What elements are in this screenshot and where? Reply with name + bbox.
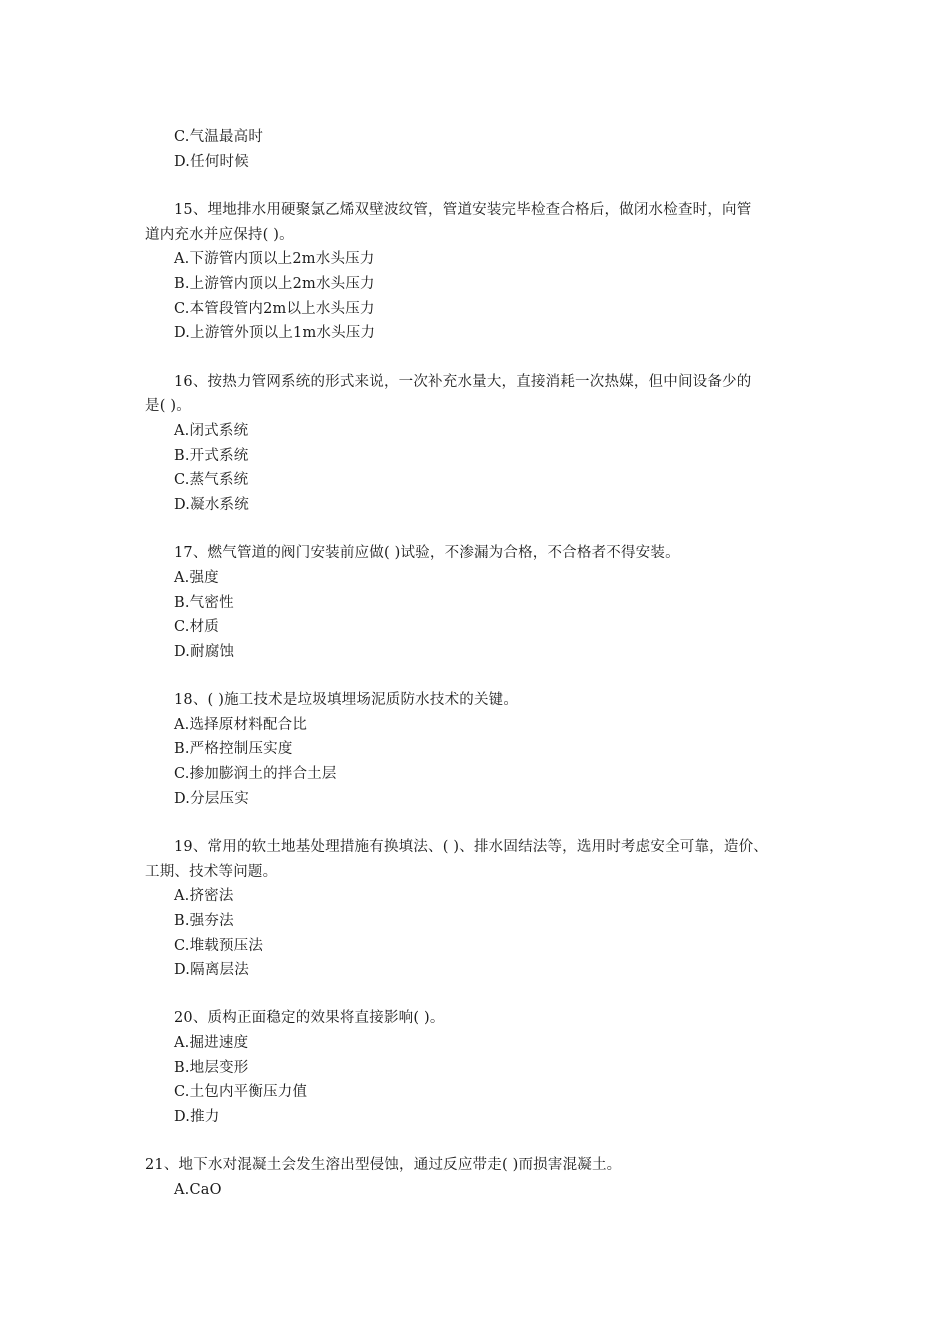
q20-option-d: D.推力: [174, 1109, 220, 1125]
q19-stem-line1: 19、常用的软土地基处理措施有换填法、( )、排水固结法等，选用时考虑安全可靠，造价、: [174, 839, 768, 855]
q17-stem: 17、燃气管道的阀门安装前应做( )试验，不渗漏为合格，不合格者不得安装。: [174, 545, 680, 561]
q18-option-a: A.选择原材料配合比: [174, 717, 308, 733]
q20-option-c: C.土包内平衡压力值: [174, 1084, 308, 1100]
q20-option-a: A.掘进速度: [174, 1035, 249, 1051]
q16-stem-line2: 是( )。: [145, 398, 191, 414]
q18-option-c: C.掺加膨润土的拌合土层: [174, 766, 337, 782]
q16-stem-line1: 16、按热力管网系统的形式来说，一次补充水量大，直接消耗一次热媒，但中间设备少的: [174, 374, 752, 390]
q19-option-d: D.隔离层法: [174, 962, 249, 978]
q14-option-d: D.任何时候: [174, 154, 249, 170]
q20-stem: 20、质构正面稳定的效果将直接影响( )。: [174, 1010, 445, 1026]
q14-option-c: C.气温最高时: [174, 129, 264, 145]
q16-option-d: D.凝水系统: [174, 497, 249, 513]
q19-stem-line2: 工期、技术等问题。: [145, 864, 278, 880]
q18-stem: 18、( )施工技术是垃圾填埋场泥质防水技术的关键。: [174, 692, 519, 708]
q21-stem: 21、地下水对混凝土会发生溶出型侵蚀，通过反应带走( )而损害混凝土。: [145, 1157, 622, 1173]
q15-stem-line1: 15、埋地排水用硬聚氯乙烯双壁波纹管，管道安装完毕检查合格后，做闭水检查时，向管: [174, 202, 752, 218]
q17-option-c: C.材质: [174, 619, 219, 635]
q16-option-a: A.闭式系统: [174, 423, 249, 439]
q19-option-a: A.挤密法: [174, 888, 234, 904]
q16-option-c: C.蒸气系统: [174, 472, 249, 488]
q17-option-a: A.强度: [174, 570, 219, 586]
q15-option-a: A.下游管内顶以上2m水头压力: [174, 251, 375, 267]
q15-option-d: D.上游管外顶以上1m水头压力: [174, 325, 376, 341]
q19-option-c: C.堆载预压法: [174, 938, 264, 954]
q15-stem-line2: 道内充水并应保持( )。: [145, 227, 294, 243]
q19-option-b: B.强夯法: [174, 913, 234, 929]
q18-option-b: B.严格控制压实度: [174, 741, 293, 757]
q18-option-d: D.分层压实: [174, 791, 249, 807]
q21-option-a: A.CaO: [174, 1182, 222, 1198]
q15-option-b: B.上游管内顶以上2m水头压力: [174, 276, 375, 292]
q17-option-b: B.气密性: [174, 595, 234, 611]
q20-option-b: B.地层变形: [174, 1060, 249, 1076]
q16-option-b: B.开式系统: [174, 448, 249, 464]
q15-option-c: C.本管段管内2m以上水头压力: [174, 301, 375, 317]
q17-option-d: D.耐腐蚀: [174, 644, 235, 660]
